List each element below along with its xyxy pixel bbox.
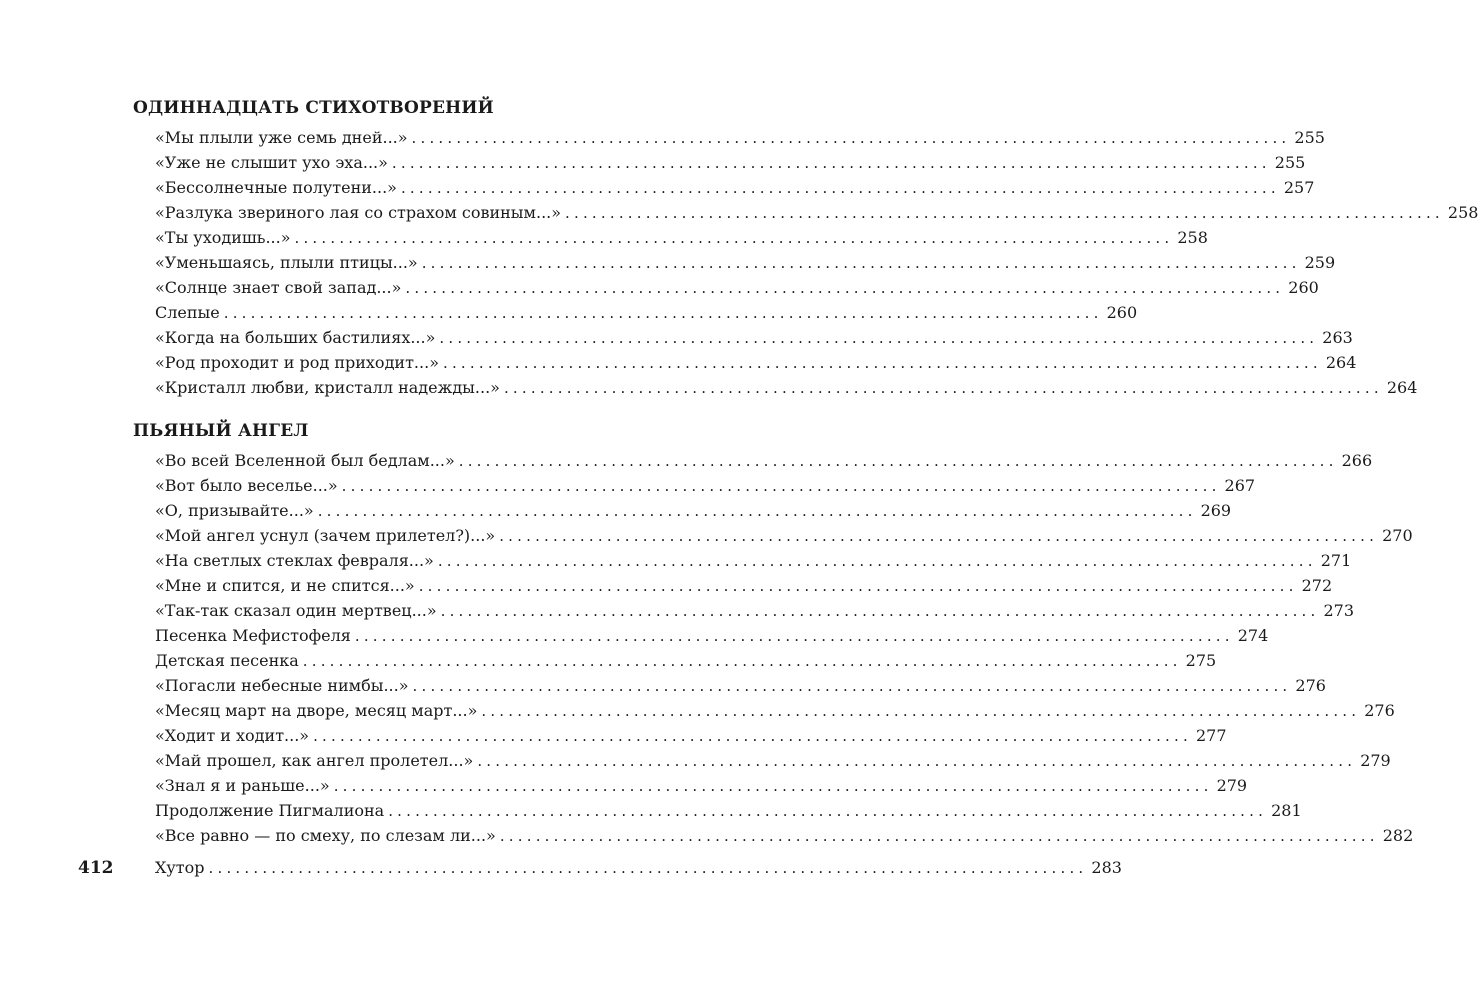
leader-dots: ..................................................................................................: [388, 802, 1268, 820]
entry-page: 260: [1106, 303, 1138, 322]
toc-entry: [155, 551, 1352, 575]
leader-dots: ..................................................................................................: [411, 129, 1291, 147]
entry-page: 283: [1091, 858, 1122, 877]
leader-dots: ..................................................................................................: [333, 777, 1213, 795]
entry-title: «Мне и спится, и не спится...»: [155, 576, 415, 595]
entry-title: «Разлука звериного лая со страхом совиным...»: [155, 203, 562, 222]
entry-title: «Уже не слышит ухо эха...»: [155, 153, 388, 172]
entry-page: 266: [1341, 451, 1373, 470]
leader-dots: ..................................................................................................: [412, 677, 1292, 695]
entry-page: 264: [1386, 378, 1418, 397]
leader-dots: ..................................................................................................: [458, 452, 1338, 470]
toc-entry: [155, 751, 1391, 775]
entry-title: «На светлых стеклах февраля...»: [155, 551, 434, 570]
entry-page: 257: [1283, 178, 1315, 197]
leader-dots: ..................................................................................................: [223, 304, 1103, 322]
entry-title: Слепые: [155, 303, 220, 322]
entry-title: «Кристалл любви, кристалл надежды...»: [155, 378, 500, 397]
entry-page: 264: [1325, 353, 1357, 372]
entry-title: «Ты уходишь...»: [155, 228, 291, 247]
entry-title: «О, призывайте...»: [155, 501, 314, 520]
entry-title: «Мы плыли уже семь дней...»: [155, 128, 408, 147]
leader-dots: ..................................................................................................: [302, 652, 1182, 670]
entry-title: Детская песенка: [155, 651, 299, 670]
toc-entry: [155, 526, 1413, 550]
entry-page: 275: [1185, 651, 1217, 670]
leader-dots: ..................................................................................................: [341, 477, 1221, 495]
toc-entry: [155, 153, 1306, 177]
entry-page: 259: [1304, 253, 1336, 272]
entry-title: «Месяц март на дворе, месяц март...»: [155, 701, 478, 720]
leader-dots: ..................................................................................................: [440, 602, 1320, 620]
entry-page: 267: [1224, 476, 1256, 495]
entry-title: Песенка Мефистофеля: [155, 626, 351, 645]
entry-title: «Мой ангел уснул (зачем прилетел?)...»: [155, 526, 496, 545]
toc-entry: [155, 776, 1248, 800]
leader-dots: ..................................................................................................: [418, 577, 1298, 595]
leader-dots: ..................................................................................................: [499, 827, 1379, 845]
leader-dots: ..................................................................................................: [400, 179, 1280, 197]
entry-page: 270: [1382, 526, 1413, 545]
leader-dots: ..................................................................................................: [405, 279, 1285, 297]
toc-entry: [155, 858, 1122, 882]
entry-page: 276: [1364, 701, 1395, 720]
toc-entry: [155, 651, 1217, 675]
entry-page: 276: [1295, 676, 1326, 695]
entry-title: «Так-так сказал один мертвец...»: [155, 601, 437, 620]
toc-entry: [155, 701, 1395, 725]
toc-entry: [155, 676, 1326, 700]
toc-entry: [155, 278, 1319, 302]
entry-title: «Род проходит и род приходит...»: [155, 353, 439, 372]
entry-page: 281: [1271, 801, 1302, 820]
page-number: 412: [78, 858, 114, 878]
leader-dots: ..................................................................................................: [503, 379, 1383, 397]
entry-page: 274: [1237, 626, 1269, 645]
toc-entry: [155, 378, 1418, 402]
entry-page: 282: [1382, 826, 1414, 845]
leader-dots: ..................................................................................................: [313, 727, 1192, 745]
entry-page: 260: [1288, 278, 1319, 297]
toc-entry: [155, 826, 1414, 850]
entry-title: «Уменьшаясь, плыли птицы...»: [155, 253, 418, 272]
entry-title: «Погасли небесные нимбы...»: [155, 676, 409, 695]
toc-entry: [155, 253, 1336, 277]
entry-page: 258: [1447, 203, 1478, 222]
toc-entry: [155, 476, 1256, 500]
entry-title: «Знал я и раньше...»: [155, 776, 330, 795]
toc-entry: [155, 451, 1373, 475]
leader-dots: ..................................................................................................: [565, 204, 1444, 222]
entry-page: 273: [1323, 601, 1355, 620]
entry-title: «Во всей Вселенной был бедлам...»: [155, 451, 455, 470]
entry-title: Продолжение Пигмалиона: [155, 801, 385, 820]
entry-title: «Бессолнечные полутени...»: [155, 178, 397, 197]
toc-entry: [155, 203, 1478, 227]
entry-page: 279: [1216, 776, 1248, 795]
toc-entry: [155, 353, 1357, 377]
leader-dots: ..................................................................................................: [208, 859, 1088, 877]
entry-title: «Все равно — по смеху, по слезам ли...»: [155, 826, 496, 845]
entry-page: 258: [1177, 228, 1208, 247]
toc-entry: [155, 726, 1227, 750]
toc-entry: [155, 178, 1315, 202]
leader-dots: ..................................................................................................: [391, 154, 1271, 172]
entry-title: «Когда на больших бастилиях...»: [155, 328, 436, 347]
toc-entry: [155, 801, 1302, 825]
entry-title: «Ходит и ходит...»: [155, 726, 310, 745]
toc-entry: [155, 303, 1138, 327]
leader-dots: ..................................................................................................: [499, 527, 1379, 545]
leader-dots: ..................................................................................................: [481, 702, 1361, 720]
entry-page: 255: [1274, 153, 1306, 172]
entry-page: 279: [1360, 751, 1391, 770]
entry-title: «Май прошел, как ангел пролетел...»: [155, 751, 474, 770]
section-title: ПЬЯНЫЙ АНГЕЛ: [133, 421, 309, 441]
leader-dots: ..................................................................................................: [354, 627, 1234, 645]
toc-entry: [155, 601, 1355, 625]
entry-page: 269: [1200, 501, 1232, 520]
entry-page: 263: [1322, 328, 1353, 347]
leader-dots: ..................................................................................................: [439, 329, 1319, 347]
leader-dots: ..................................................................................................: [294, 229, 1174, 247]
leader-dots: ..................................................................................................: [442, 354, 1322, 372]
leader-dots: ..................................................................................................: [421, 254, 1301, 272]
section-title: ОДИННАДЦАТЬ СТИХОТВОРЕНИЙ: [133, 98, 494, 118]
toc-entry: [155, 228, 1208, 252]
toc-entry: [155, 128, 1325, 152]
entry-page: 272: [1301, 576, 1333, 595]
leader-dots: ..................................................................................................: [477, 752, 1357, 770]
entry-page: 271: [1320, 551, 1352, 570]
entry-title: «Солнце знает свой запад...»: [155, 278, 402, 297]
toc-entry: [155, 501, 1232, 525]
toc-entry: [155, 626, 1269, 650]
entry-title: «Вот было веселье...»: [155, 476, 338, 495]
entry-page: 277: [1195, 726, 1227, 745]
entry-page: 255: [1294, 128, 1325, 147]
toc-entry: [155, 328, 1353, 352]
leader-dots: ..................................................................................................: [317, 502, 1197, 520]
leader-dots: ..................................................................................................: [437, 552, 1317, 570]
toc-entry: [155, 576, 1333, 600]
entry-title: Хутор: [155, 858, 205, 877]
